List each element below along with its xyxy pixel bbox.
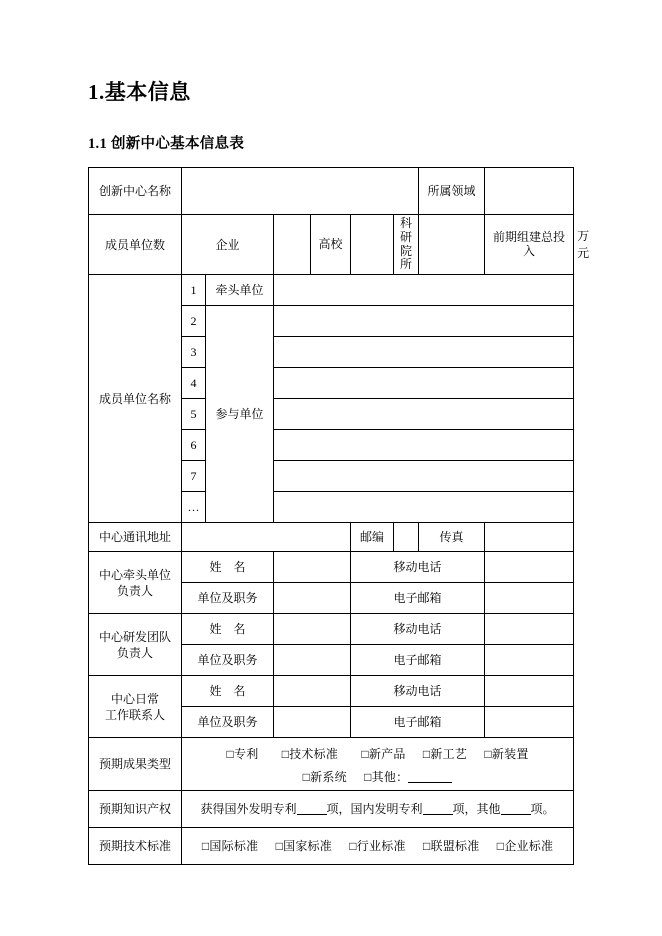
checkbox-icon: □ [349, 839, 357, 854]
cell-rd-position-value[interactable] [274, 645, 351, 676]
checkbox-new-device-label: 新装置 [491, 747, 529, 761]
cell-rd-email-label: 电子邮箱 [351, 645, 485, 676]
cell-member-no-7: 7 [182, 461, 206, 492]
expected-results-line1 [185, 743, 570, 769]
checkbox-enterprise-standard[interactable] [497, 839, 553, 853]
expected-results-line2 [185, 769, 570, 785]
cell-field-value[interactable] [485, 168, 574, 215]
cell-lead-position-label: 单位及职务 [182, 583, 274, 614]
cell-rd-mobile-value[interactable] [485, 614, 574, 645]
checkbox-new-system[interactable] [303, 770, 347, 784]
cell-member-no-1: 1 [182, 275, 206, 306]
cell-rd-name-label: 姓 名 [182, 614, 274, 645]
checkbox-other-label: 其他： [371, 770, 409, 785]
cell-lead-mobile-label: 移动电话 [351, 552, 485, 583]
checkbox-national-standard[interactable] [276, 839, 332, 853]
table-row-daily-contact-name [89, 676, 574, 707]
cell-expected-standards-label: 预期技术标准 [89, 828, 182, 865]
cell-university-label: 高校 [311, 215, 351, 275]
cell-fax-label: 传真 [419, 523, 485, 552]
checkbox-icon: □ [361, 747, 369, 761]
checkbox-tech-standard[interactable] [282, 747, 338, 761]
cell-lead-name-value[interactable] [274, 552, 351, 583]
other-ip-input[interactable] [501, 803, 531, 815]
cell-rd-email-value[interactable] [485, 645, 574, 676]
cell-lead-unit-label: 牵头单位 [206, 275, 274, 306]
checkbox-international-standard-label: 国际标准 [209, 839, 259, 854]
cell-participant-unit-label: 参与单位 [206, 306, 274, 523]
cell-daily-email-value[interactable] [485, 707, 574, 738]
cell-expected-ip-text [182, 791, 574, 828]
rd-contact-label-line2: 负责人 [116, 645, 153, 660]
cell-enterprise-value[interactable] [274, 215, 311, 275]
checkbox-new-system-label: 新系统 [310, 770, 347, 785]
checkbox-alliance-standard-label: 联盟标准 [430, 839, 480, 854]
checkbox-icon: □ [275, 839, 284, 854]
cell-member-name-6[interactable] [274, 430, 574, 461]
checkbox-icon: □ [422, 747, 431, 761]
cell-enterprise-label: 企业 [182, 215, 274, 275]
cell-address-value[interactable] [182, 523, 351, 552]
cell-fax-value[interactable] [485, 523, 574, 552]
cell-institute-label: 科研院所 [394, 215, 419, 275]
cell-daily-name-value[interactable] [274, 676, 351, 707]
expected-ip-text-3: 项，其他 [452, 802, 501, 817]
daily-contact-label-line1: 中心日常 [110, 691, 159, 706]
checkbox-national-standard-label: 国家标准 [283, 839, 333, 854]
table-row-center-name [89, 168, 574, 215]
checkbox-patent[interactable] [226, 747, 258, 761]
cell-expected-standards-options [182, 828, 574, 865]
cell-rd-mobile-label: 移动电话 [351, 614, 485, 645]
cell-expected-ip-label: 预期知识产权 [89, 791, 182, 828]
table-row-expected-ip [89, 791, 574, 828]
cell-member-name-2[interactable] [274, 306, 574, 337]
domestic-patent-input[interactable] [423, 803, 453, 815]
cell-rd-contact-label [89, 614, 182, 676]
checkbox-industry-standard[interactable] [349, 839, 405, 853]
checkbox-new-process[interactable] [423, 747, 467, 761]
cell-lead-mobile-value[interactable] [485, 552, 574, 583]
cell-center-name-label: 创新中心名称 [89, 168, 182, 215]
table-row-address [89, 523, 574, 552]
checkbox-tech-standard-label: 技术标准 [289, 747, 339, 761]
cell-member-no-3: 3 [182, 337, 206, 368]
checkbox-icon: □ [226, 747, 234, 761]
daily-contact-label-line2: 工作联系人 [104, 707, 165, 722]
cell-member-name-5[interactable] [274, 399, 574, 430]
table-row-members-count: 成员单位数 企业 高校 科研院所 前期组建总投入 万元 [89, 215, 574, 275]
cell-member-no-8: … [182, 492, 206, 523]
cell-postcode-label: 邮编 [351, 523, 394, 552]
cell-daily-email-label: 电子邮箱 [351, 707, 485, 738]
rd-contact-label-line1: 中心研发团队 [98, 629, 171, 644]
checkbox-new-product-label: 新产品 [368, 747, 406, 761]
cell-daily-position-value[interactable] [274, 707, 351, 738]
cell-expected-results-options [182, 738, 574, 791]
checkbox-industry-standard-label: 行业标准 [356, 839, 406, 854]
checkbox-icon: □ [484, 747, 492, 761]
checkbox-icon: □ [281, 747, 290, 761]
cell-address-label: 中心通讯地址 [89, 523, 182, 552]
checkbox-new-product[interactable] [361, 747, 405, 761]
cell-member-no-5: 5 [182, 399, 206, 430]
cell-lead-contact-label [89, 552, 182, 614]
cell-expected-results-label: 预期成果类型 [89, 738, 182, 791]
checkbox-enterprise-standard-label: 企业标准 [504, 839, 554, 854]
cell-members-count-label: 成员单位数 [89, 215, 182, 275]
cell-daily-mobile-label: 移动电话 [351, 676, 485, 707]
cell-rd-name-value[interactable] [274, 614, 351, 645]
cell-lead-position-value[interactable] [274, 583, 351, 614]
cell-daily-position-label: 单位及职务 [182, 707, 274, 738]
cell-daily-mobile-value[interactable] [485, 676, 574, 707]
other-result-input[interactable] [408, 771, 452, 783]
checkbox-icon: □ [423, 839, 431, 854]
checkbox-patent-label: 专利 [233, 747, 259, 761]
subsection-heading: 1.1 创新中心基本信息表 [88, 136, 245, 152]
checkbox-icon: □ [364, 770, 372, 785]
cell-university-value[interactable] [351, 215, 394, 275]
cell-field-label: 所属领域 [419, 168, 485, 215]
checkbox-icon: □ [302, 770, 311, 785]
cell-daily-contact-label [89, 676, 182, 738]
table-row-member-1 [89, 275, 574, 306]
checkbox-international-standard[interactable] [202, 839, 258, 853]
expected-ip-text-2: 项，国内发明专利 [326, 802, 423, 817]
table-row-lead-contact-name [89, 552, 574, 583]
cell-lead-email-label: 电子邮箱 [351, 583, 485, 614]
cell-rd-position-label: 单位及职务 [182, 645, 274, 676]
table-row-rd-contact-name [89, 614, 574, 645]
cell-member-no-6: 6 [182, 430, 206, 461]
checkbox-alliance-standard[interactable] [423, 839, 479, 853]
checkbox-new-process-label: 新工艺 [430, 747, 468, 761]
cell-member-name-8[interactable] [274, 492, 574, 523]
cell-member-name-3[interactable] [274, 337, 574, 368]
checkbox-icon: □ [496, 839, 505, 854]
expected-ip-text-4: 项。 [530, 802, 555, 817]
table-row-expected-standards [89, 828, 574, 865]
cell-lead-name-label: 姓 名 [182, 552, 274, 583]
table-row-expected-results [89, 738, 574, 791]
lead-contact-label-line2: 负责人 [116, 583, 153, 598]
basic-info-table [88, 167, 590, 865]
cell-daily-name-label: 姓 名 [182, 676, 274, 707]
lead-contact-label-line1: 中心牵头单位 [98, 567, 171, 582]
checkbox-new-device[interactable] [484, 747, 528, 761]
checkbox-icon: □ [201, 839, 210, 854]
cell-center-name-value[interactable] [182, 168, 419, 215]
cell-lead-email-value[interactable] [485, 583, 574, 614]
cell-institute-value[interactable] [419, 215, 485, 275]
cell-member-no-2: 2 [182, 306, 206, 337]
cell-member-names-label: 成员单位名称 [89, 275, 182, 523]
cell-member-name-1[interactable] [274, 275, 574, 306]
cell-postcode-value[interactable] [394, 523, 419, 552]
cell-investment-label: 前期组建总投入 [485, 215, 574, 275]
expected-standards-line [202, 839, 553, 853]
cell-member-name-4[interactable] [274, 368, 574, 399]
foreign-patent-input[interactable] [297, 803, 327, 815]
cell-member-name-7[interactable] [274, 461, 574, 492]
expected-ip-text-1: 获得国外发明专利 [200, 802, 297, 817]
checkbox-other[interactable] [364, 770, 408, 784]
section-heading: 1.基本信息 [88, 80, 191, 104]
cell-member-no-4: 4 [182, 368, 206, 399]
